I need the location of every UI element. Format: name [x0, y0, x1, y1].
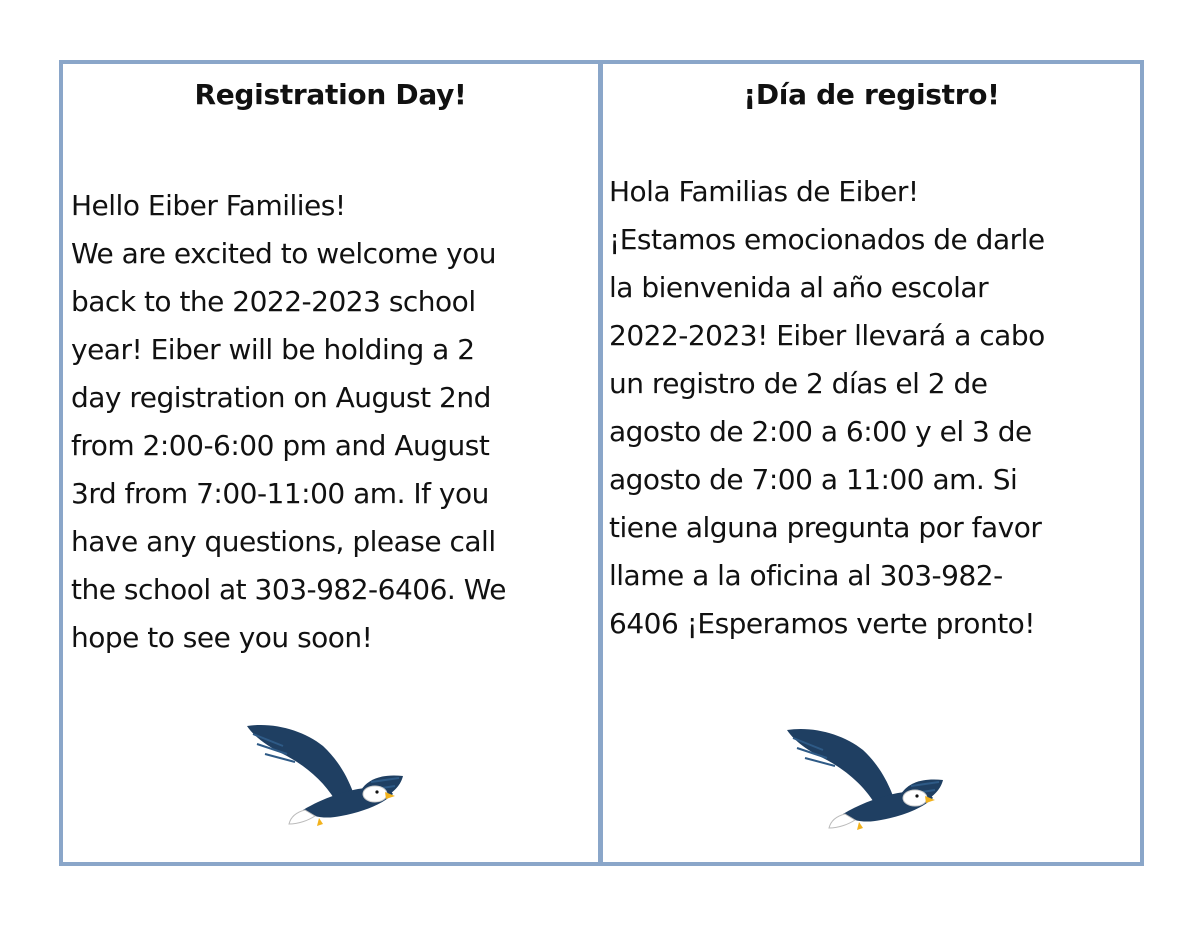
english-body — [71, 182, 506, 662]
english-column — [63, 64, 603, 862]
english-line: the school at 303-982-6406. We — [71, 573, 506, 606]
flyer-frame — [59, 60, 1144, 866]
english-line: from 2:00-6:00 pm and August — [71, 429, 490, 462]
spanish-line: 2022-2023! Eiber llevará a cabo — [609, 319, 1045, 352]
spanish-line: tiene alguna pregunta por favor — [609, 511, 1042, 544]
english-line: year! Eiber will be holding a 2 — [71, 333, 475, 366]
spanish-line: agosto de 2:00 a 6:00 y el 3 de — [609, 415, 1032, 448]
spanish-line: la bienvenida al año escolar — [609, 271, 989, 304]
english-line: back to the 2022-2023 school — [71, 285, 476, 318]
english-line: 3rd from 7:00-11:00 am. If you — [71, 477, 489, 510]
spanish-line: ¡Estamos emocionados de darle — [609, 223, 1045, 256]
spanish-title: ¡Día de registro! — [743, 78, 1000, 111]
english-line: have any questions, please call — [71, 525, 496, 558]
eagle-icon — [243, 720, 411, 832]
english-line: day registration on August 2nd — [71, 381, 491, 414]
spanish-line: 6406 ¡Esperamos verte pronto! — [609, 607, 1036, 640]
english-line: Hello Eiber Families! — [71, 189, 346, 222]
spanish-line: llame a la oficina al 303-982- — [609, 559, 1003, 592]
english-line: We are excited to welcome you — [71, 237, 497, 270]
spanish-line: un registro de 2 días el 2 de — [609, 367, 988, 400]
spanish-line: Hola Familias de Eiber! — [609, 175, 919, 208]
english-title: Registration Day! — [194, 78, 467, 111]
spanish-column — [603, 64, 1140, 862]
spanish-line: agosto de 7:00 a 11:00 am. Si — [609, 463, 1018, 496]
eagle-icon — [783, 724, 951, 836]
english-line: hope to see you soon! — [71, 621, 373, 654]
spanish-body — [609, 168, 1045, 648]
